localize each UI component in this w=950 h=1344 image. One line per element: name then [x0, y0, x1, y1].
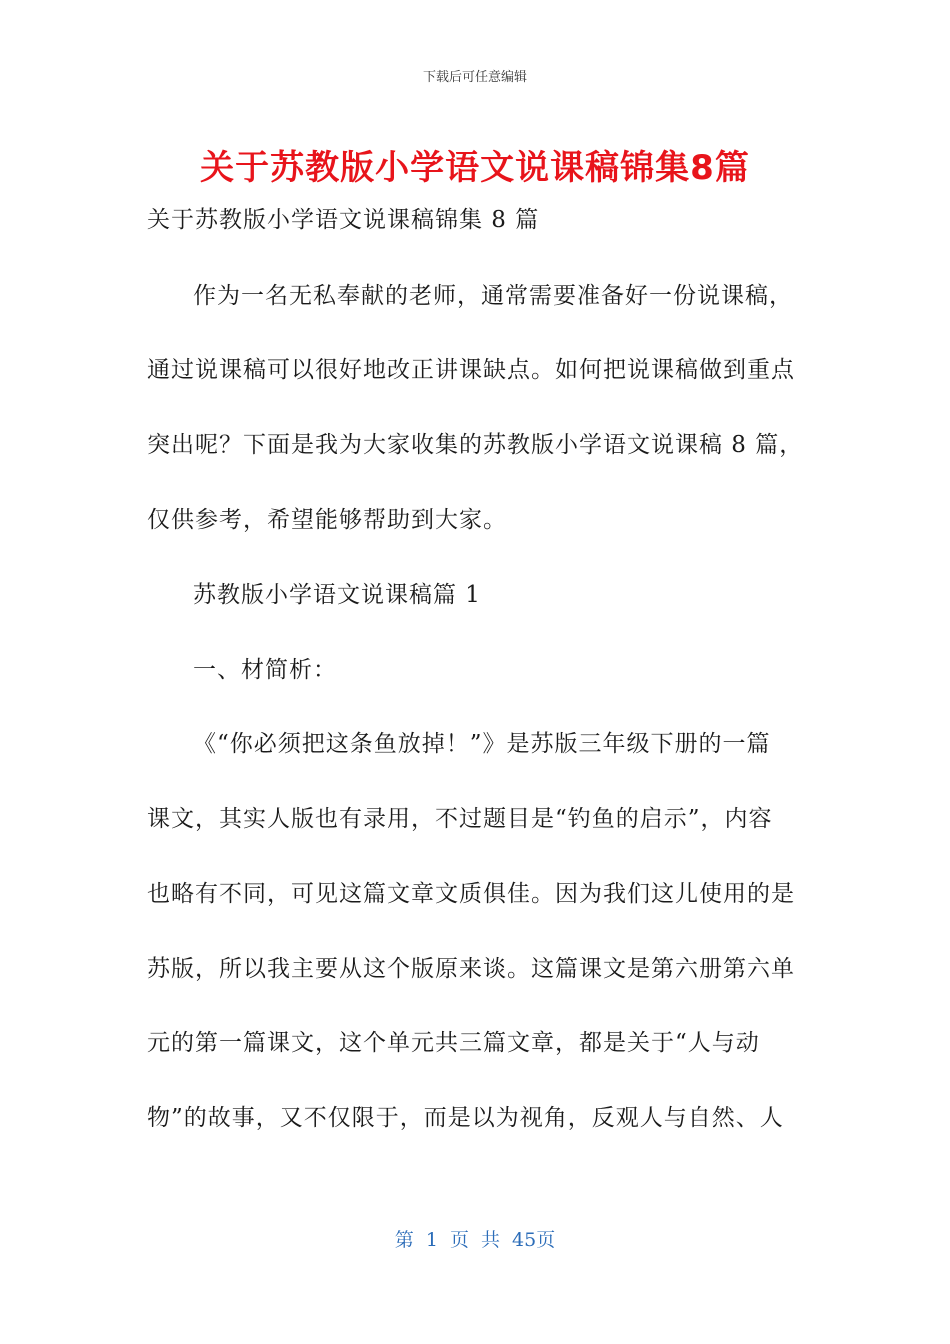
document-title: 关于苏教版小学语文说课稿锦集8篇: [200, 148, 750, 188]
paragraph-line: 也略有不同，可见这篇文章文质俱佳。因为我们这儿使用的是: [147, 881, 795, 907]
subsection-heading: 一、材简析：: [193, 657, 337, 683]
paragraph-line: 课文，其实人版也有录用，不过题目是“钓鱼的启示”，内容: [147, 806, 773, 832]
paragraph-line: 突出呢？下面是我为大家收集的苏教版小学语文说课稿 8 篇，: [147, 432, 804, 458]
subtitle-line: 关于苏教版小学语文说课稿锦集 8 篇: [147, 207, 540, 233]
paragraph-line: 元的第一篇课文，这个单元共三篇文章，都是关于“人与动: [147, 1030, 760, 1056]
paragraph-line: 通过说课稿可以很好地改正讲课缺点。如何把说课稿做到重点: [147, 357, 795, 383]
paragraph-line: 作为一名无私奉献的老师，通常需要准备好一份说课稿，: [193, 283, 793, 309]
header-note: 下载后可任意编辑: [422, 70, 527, 85]
paragraph-line: 物”的故事，又不仅限于，而是以为视角，反观人与自然、人: [147, 1105, 784, 1131]
paragraph-line: 《“你必须把这条鱼放掉！”》是苏版三年级下册的一篇: [193, 731, 771, 757]
paragraph-line: 仅供参考，希望能够帮助到大家。: [147, 507, 507, 533]
section-heading: 苏教版小学语文说课稿篇 1: [193, 582, 481, 608]
paragraph-line: 苏版，所以我主要从这个版原来谈。这篇课文是第六册第六单: [147, 956, 795, 982]
page-footer: 第 1 页 共 45页: [394, 1229, 556, 1251]
